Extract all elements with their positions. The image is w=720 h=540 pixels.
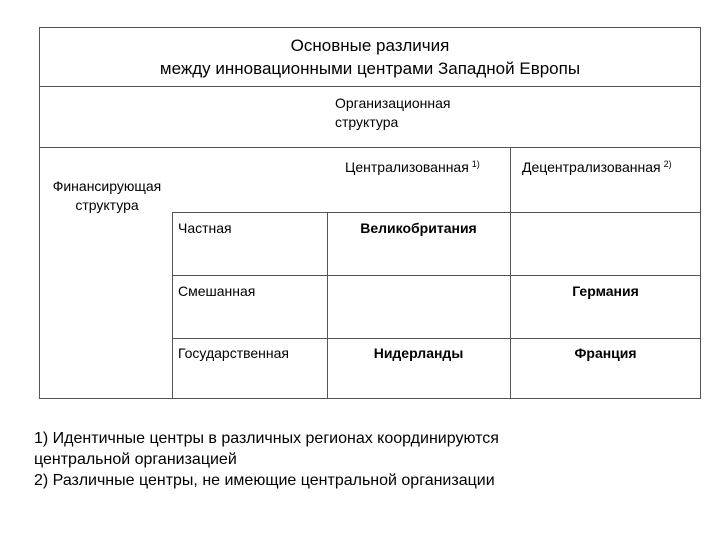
cell-private-centralized: Великобритания: [360, 220, 477, 236]
column-header-centralized-label: Централизованная: [345, 159, 469, 175]
row-divider-2: [172, 275, 701, 276]
page-title: [39, 34, 701, 80]
row-divider-3: [172, 338, 701, 339]
footnote-ref-2: 2): [663, 159, 672, 169]
column-divider-1: [172, 212, 173, 399]
org-structure-label: Организационная структура: [335, 95, 451, 130]
row-divider-1: [172, 212, 701, 213]
column-divider-2: [327, 212, 328, 399]
fin-structure-label: Финансирующая структура: [52, 178, 162, 213]
footnote-1-line-1: 1) Идентичные центры в различных регионах координируются: [34, 430, 499, 447]
org-header-divider: [39, 147, 701, 148]
column-header-decentralized: [522, 155, 672, 177]
row-label-private: Частная: [178, 220, 232, 236]
title-divider: [39, 86, 701, 87]
title-line-2: между инновационными центрами Западной Европы: [159, 59, 581, 78]
title-line-1: Основные различия: [290, 36, 450, 55]
footnotes: [34, 428, 499, 491]
footnote-2: 2) Различные центры, не имеющие центральной организации: [34, 472, 495, 489]
cell-state-decentralized: Франция: [574, 345, 637, 361]
cell-mixed-decentralized: Германия: [572, 283, 639, 299]
footnote-1-line-2: центральной организацией: [34, 451, 237, 468]
row-label-state: Государственная: [178, 345, 290, 361]
row-label-mixed: Смешанная: [178, 283, 256, 299]
footnote-ref-1: 1): [471, 159, 480, 169]
column-header-centralized: [345, 155, 480, 177]
cell-state-centralized: Нидерланды: [373, 345, 464, 361]
column-header-decentralized-label: Децентрализованная: [522, 159, 661, 175]
